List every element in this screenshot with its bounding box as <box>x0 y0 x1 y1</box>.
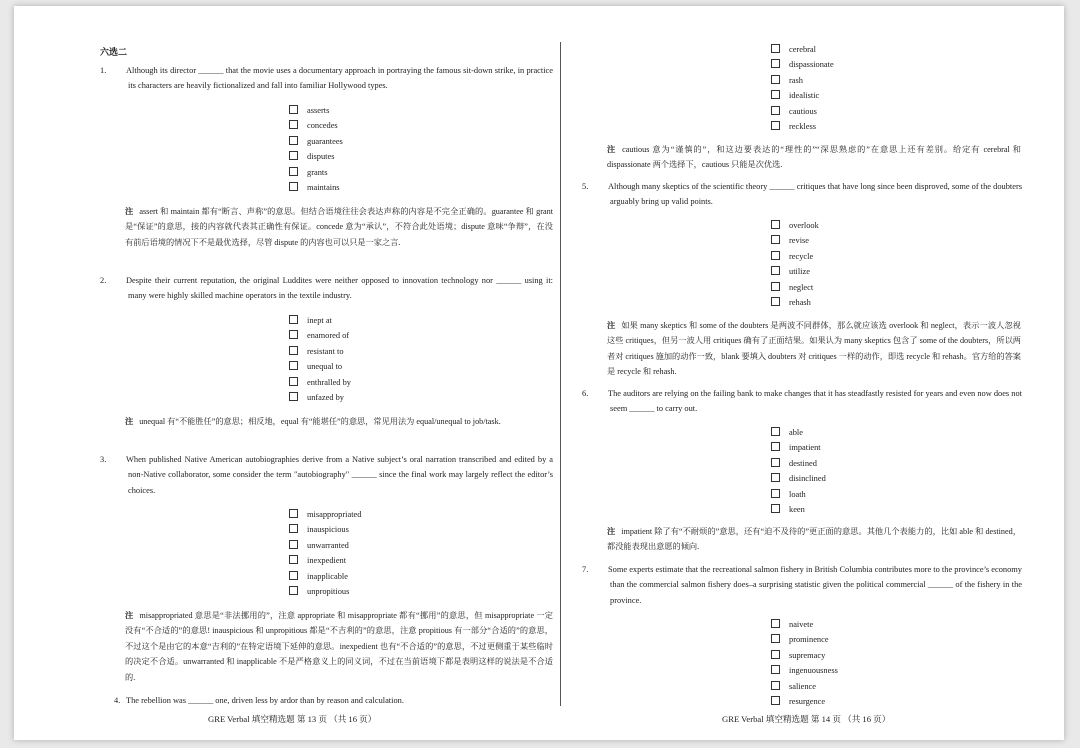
checkbox-icon[interactable] <box>771 251 780 260</box>
checkbox-icon[interactable] <box>771 696 780 705</box>
question-1 <box>100 63 553 94</box>
option-item: inept at <box>289 313 351 328</box>
checkbox-icon[interactable] <box>289 105 298 114</box>
page-footer-left: GRE Verbal 填空精选题 第 13 页 （共 16 页） <box>208 714 377 724</box>
checkbox-icon[interactable] <box>771 220 780 229</box>
checkbox-icon[interactable] <box>289 586 298 595</box>
options-q5 <box>771 218 819 310</box>
option-item: guarantees <box>289 134 343 149</box>
note-mark: 注 <box>607 527 616 536</box>
question-7 <box>582 562 1022 608</box>
option-item: unfazed by <box>289 390 351 405</box>
options-q6 <box>771 425 826 517</box>
checkbox-icon[interactable] <box>289 571 298 580</box>
option-item: overlook <box>771 218 819 233</box>
option-item: reckless <box>771 119 834 134</box>
checkbox-icon[interactable] <box>771 282 780 291</box>
checkbox-icon[interactable] <box>771 121 780 130</box>
checkbox-icon[interactable] <box>289 315 298 324</box>
note-mark: 注 <box>125 207 134 216</box>
note-q3: 注 misappropriated 意思是“非法挪用的”，注意 appropriate 和 misappropriate 都有“挪用”的意思，但 misappropriate 一定没有“不合适的”的意思! inauspicious 和 unpropitious 都是“不吉利的”的意思，注意 propitious 有一部分“合适的”的意思，不过这个是由它的本意“吉利的”在特定语境下延伸的意思。inexpedient 也有“不合适的”的意思，不过更侧重于某些临时的决定不合适。unwarranted 和 inapplicable 不是严格意义上的同义词，不过在当前语境下都是表明这样的说法是不合适的. <box>125 611 553 682</box>
option-item: maintains <box>289 180 343 195</box>
question-number: 7. <box>582 565 589 574</box>
option-item: supremacy <box>771 648 838 663</box>
question-6 <box>582 386 1022 417</box>
note-q5: 注 如果 many skeptics 和 some of the doubters 是两波不同群体，那么就应该选 overlook 和 neglect，表示一波人忽视这些 critiques，但另一波人用 critiques 确有了正面结果。如果认为 many skeptics 包含了 some of the doubters，所以两者对 critiques 施加的动作一致，blank 要填入 doubters 对 critiques 一样的动作，即选 recycle 和 rehash。官方给的答案是 recycle 和 rehash. <box>607 321 1021 377</box>
checkbox-icon[interactable] <box>289 120 298 129</box>
question-text: The rebellion was ______ one, driven less by ardor than by reason and calculation. <box>126 696 404 705</box>
option-item: prominence <box>771 632 838 647</box>
question-number: 1. <box>100 66 107 75</box>
checkbox-icon[interactable] <box>289 151 298 160</box>
checkbox-icon[interactable] <box>771 473 780 482</box>
page-footer-right: GRE Verbal 填空精选题 第 14 页 （共 16 页） <box>722 714 891 724</box>
option-item: unpropitious <box>289 584 361 599</box>
section-heading: 六选二 <box>100 47 128 57</box>
checkbox-icon[interactable] <box>771 442 780 451</box>
document-spread <box>14 6 1064 740</box>
checkbox-icon[interactable] <box>771 634 780 643</box>
checkbox-icon[interactable] <box>289 392 298 401</box>
option-item: dispassionate <box>771 57 834 72</box>
option-item: concedes <box>289 118 343 133</box>
option-item: ingenuousness <box>771 663 838 678</box>
checkbox-icon[interactable] <box>771 458 780 467</box>
option-item: disinclined <box>771 471 826 486</box>
checkbox-icon[interactable] <box>289 377 298 386</box>
question-number: 6. <box>582 389 589 398</box>
question-text: When published Native American autobiographies derive from a Native subject’s oral narration transcribed and edited by a non-Native collaborator, some consider the term "autobiography" ______ since the final work may largely reflect the editor’s choices. <box>126 455 553 495</box>
question-text: Although its director ______ that the movie uses a documentary approach in portraying the famous sit-down strike, in practice its characters are heavily fictionalized and fall into familiar Hollywood types. <box>126 66 553 91</box>
checkbox-icon[interactable] <box>771 235 780 244</box>
note-mark: 注 <box>607 321 616 330</box>
option-item: utilize <box>771 264 819 279</box>
checkbox-icon[interactable] <box>771 489 780 498</box>
checkbox-icon[interactable] <box>771 59 780 68</box>
options-q2 <box>289 313 351 405</box>
question-text: Despite their current reputation, the original Luddites were neither opposed to innovation technology nor ______ using it: many were highly skilled machine operators in the textile industry. <box>126 276 553 301</box>
option-item: cautious <box>771 104 834 119</box>
checkbox-icon[interactable] <box>771 681 780 690</box>
options-q7 <box>771 617 838 709</box>
option-item: grants <box>289 165 343 180</box>
checkbox-icon[interactable] <box>289 346 298 355</box>
option-item: resurgence <box>771 694 838 709</box>
option-item: destined <box>771 456 826 471</box>
checkbox-icon[interactable] <box>289 136 298 145</box>
option-item: enamored of <box>289 328 351 343</box>
options-q4 <box>771 42 834 134</box>
option-item: salience <box>771 679 838 694</box>
option-item: enthralled by <box>289 375 351 390</box>
question-number: 5. <box>582 182 589 191</box>
checkbox-icon[interactable] <box>771 427 780 436</box>
option-item: misappropriated <box>289 507 361 522</box>
option-item: revise <box>771 233 819 248</box>
checkbox-icon[interactable] <box>289 555 298 564</box>
checkbox-icon[interactable] <box>289 524 298 533</box>
checkbox-icon[interactable] <box>289 361 298 370</box>
note-q4: 注 cautious 意为“谨慎的”，和这边要表达的“理性的”“深思熟虑的”在意思上还有差别。给定有 cerebral 和 dispassionate 两个选择下，cautious 只能是次优选. <box>607 145 1021 170</box>
option-item: neglect <box>771 280 819 295</box>
checkbox-icon[interactable] <box>771 106 780 115</box>
question-2 <box>100 273 553 304</box>
option-item: unwarranted <box>289 538 361 553</box>
question-4 <box>114 693 553 708</box>
option-item: impatient <box>771 440 826 455</box>
checkbox-icon[interactable] <box>771 75 780 84</box>
checkbox-icon[interactable] <box>771 90 780 99</box>
options-q1 <box>289 103 343 195</box>
page-divider <box>560 42 561 706</box>
checkbox-icon[interactable] <box>289 182 298 191</box>
options-q3 <box>289 507 361 599</box>
option-item: recycle <box>771 249 819 264</box>
note-q2: 注 unequal 有“不能胜任”的意思；相反地，equal 有“能堪任”的意思，常见用法为 equal/unequal to job/task. <box>125 417 501 426</box>
note-q1: 注 assert 和 maintain 都有“断言、声称”的意思。但结合语境往往会表达声称的内容是不完全正确的。guarantee 和 grant 是“保证”的意思，接的内容就代表其正确性有保证。concede 意为“承认”，不符合此处语境；dispute 意味“争辩”，在没有前后语境的情况下不是最优选择，尽管 dispute 的内容也可以只是一家之言. <box>125 207 553 247</box>
option-item: inapplicable <box>289 569 361 584</box>
question-text: Some experts estimate that the recreational salmon fishery in British Columbia contributes more to the province’s economy than the commercial salmon fishery does–a surprising statistic given the political commercial ______ of the fishery in the province. <box>608 565 1022 605</box>
option-item: asserts <box>289 103 343 118</box>
note-q6: 注 impatient 除了有“不耐烦的”意思，还有“迫不及待的”更正面的意思。其他几个表能力的，比如 able 和 destined，都没能表现出意愿的倾向. <box>607 527 1021 552</box>
checkbox-icon[interactable] <box>289 167 298 176</box>
option-item: inexpedient <box>289 553 361 568</box>
option-item: rehash <box>771 295 819 310</box>
checkbox-icon[interactable] <box>771 504 780 513</box>
option-item: disputes <box>289 149 343 164</box>
option-item: able <box>771 425 826 440</box>
checkbox-icon[interactable] <box>771 665 780 674</box>
checkbox-icon[interactable] <box>289 509 298 518</box>
option-item: cerebral <box>771 42 834 57</box>
question-number: 2. <box>100 276 107 285</box>
question-number: 4. <box>114 696 121 705</box>
checkbox-icon[interactable] <box>771 44 780 53</box>
checkbox-icon[interactable] <box>771 297 780 306</box>
checkbox-icon[interactable] <box>289 330 298 339</box>
option-item: naivete <box>771 617 838 632</box>
option-item: resistant to <box>289 344 351 359</box>
question-5 <box>582 179 1022 210</box>
option-item: loath <box>771 487 826 502</box>
note-mark: 注 <box>607 145 617 154</box>
checkbox-icon[interactable] <box>771 650 780 659</box>
note-mark: 注 <box>125 611 134 620</box>
note-mark: 注 <box>125 417 134 426</box>
question-3 <box>100 452 553 498</box>
option-item: rash <box>771 73 834 88</box>
option-item: keen <box>771 502 826 517</box>
option-item: idealistic <box>771 88 834 103</box>
question-text: The auditors are relying on the failing bank to make changes that it has steadfastly resisted for years and even now does not seem ______ to carry out. <box>608 389 1022 414</box>
question-text: Although many skeptics of the scientific theory ______ critiques that have long since been disproved, some of the doubters arguably bring up valid points. <box>608 182 1022 207</box>
checkbox-icon[interactable] <box>771 266 780 275</box>
question-number: 3. <box>100 455 107 464</box>
option-item: unequal to <box>289 359 351 374</box>
checkbox-icon[interactable] <box>771 619 780 628</box>
checkbox-icon[interactable] <box>289 540 298 549</box>
option-item: inauspicious <box>289 522 361 537</box>
